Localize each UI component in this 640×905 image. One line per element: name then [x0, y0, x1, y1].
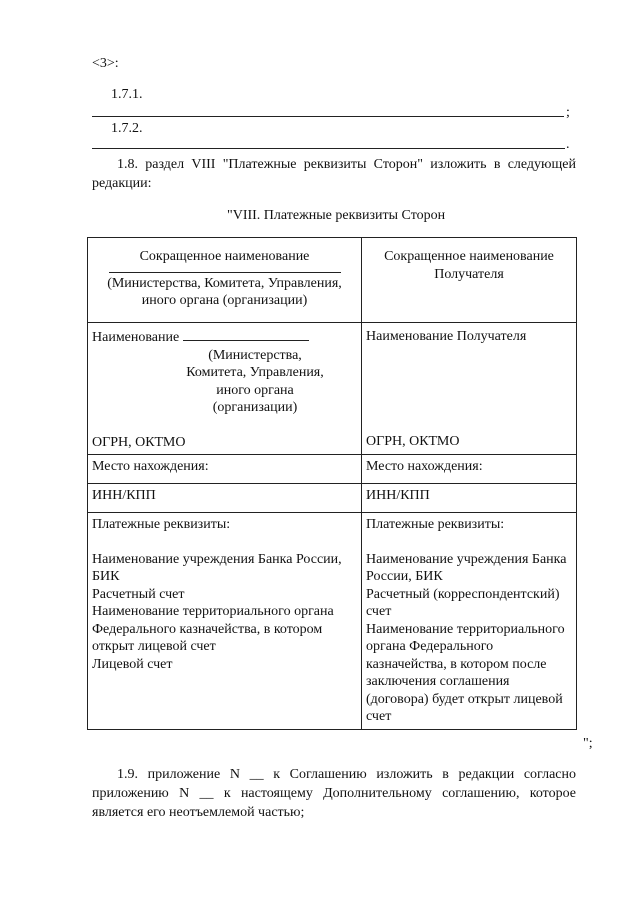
left-short-name-sub: (Министерства, Комитета, Управления, иного органа (организации)	[107, 275, 342, 308]
cell-right-inn: ИНН/КПП	[362, 484, 577, 513]
left-short-name-blank	[109, 272, 341, 273]
section-title: "VIII. Платежные реквизиты Сторон	[227, 208, 446, 223]
item-1-7-2-blank-line	[92, 148, 565, 149]
table-row-location	[88, 455, 577, 484]
left-name-blank	[183, 328, 309, 341]
cell-right-payment	[362, 513, 577, 730]
right-payment-line: Наименование территориального органа Федерального казначейства, в котором после заключения соглашения (договора) будет открыт лицевой счет	[366, 621, 565, 724]
table-row-payment	[88, 513, 577, 730]
right-short-name-title: Сокращенное наименование Получателя	[384, 249, 554, 282]
left-payment-line: Наименование территориального органа Федерального казначейства, в котором открыт лицевой счет	[92, 604, 334, 654]
cell-right-location: Место нахождения:	[362, 455, 577, 484]
right-ogrn: ОГРН, ОКТМО	[366, 433, 460, 449]
left-ogrn: ОГРН, ОКТМО	[92, 434, 186, 450]
item-1-7-2-number: 1.7.2.	[111, 121, 143, 136]
left-name-sub: (Министерства, Комитета, Управления, иного органа (организации)	[186, 347, 324, 415]
cell-left-name	[88, 323, 362, 455]
cell-left-payment	[88, 513, 362, 730]
left-name-label: Наименование	[92, 330, 180, 345]
left-payment-line: Расчетный счет	[92, 586, 185, 602]
right-payment-line: Расчетный (корреспондентский) счет	[366, 586, 560, 619]
paragraph-1-8: 1.8. раздел VIII "Платежные реквизиты Сторон" изложить в следующей редакции:	[92, 157, 576, 191]
table-row-short-name	[88, 238, 577, 323]
left-payment-title: Платежные реквизиты:	[92, 517, 231, 532]
left-payment-line: Наименование учреждения Банка России, БИК	[92, 551, 342, 584]
cell-right-name	[362, 323, 577, 455]
table-row-name	[88, 323, 577, 455]
requisites-table	[87, 237, 577, 730]
table-row-inn	[88, 484, 577, 513]
cell-left-location: Место нахождения:	[88, 455, 362, 484]
right-payment-line: Наименование учреждения Банка России, БИК	[366, 551, 567, 584]
item-1-7-1-number: 1.7.1.	[111, 87, 143, 102]
cell-left-short-name	[88, 238, 362, 323]
table-close-quote: ";	[583, 736, 593, 751]
item-1-7-2-end: .	[566, 137, 570, 152]
right-name-label: Наименование Получателя	[366, 329, 527, 344]
paragraph-1-9: 1.9. приложение N __ к Соглашению изложить в редакции согласно приложению N __ к настоящему Дополнительному соглашению, которое является его неотъемлемой частью;	[92, 767, 576, 820]
left-short-name-title: Сокращенное наименование	[139, 249, 310, 264]
footnote-ref: <3>:	[92, 56, 119, 71]
item-1-7-1-end: ;	[566, 105, 570, 120]
item-1-7-1-blank-line	[92, 116, 564, 117]
right-payment-title: Платежные реквизиты:	[366, 517, 505, 532]
cell-right-short-name	[362, 238, 577, 323]
cell-left-inn: ИНН/КПП	[88, 484, 362, 513]
left-payment-line: Лицевой счет	[92, 656, 173, 672]
